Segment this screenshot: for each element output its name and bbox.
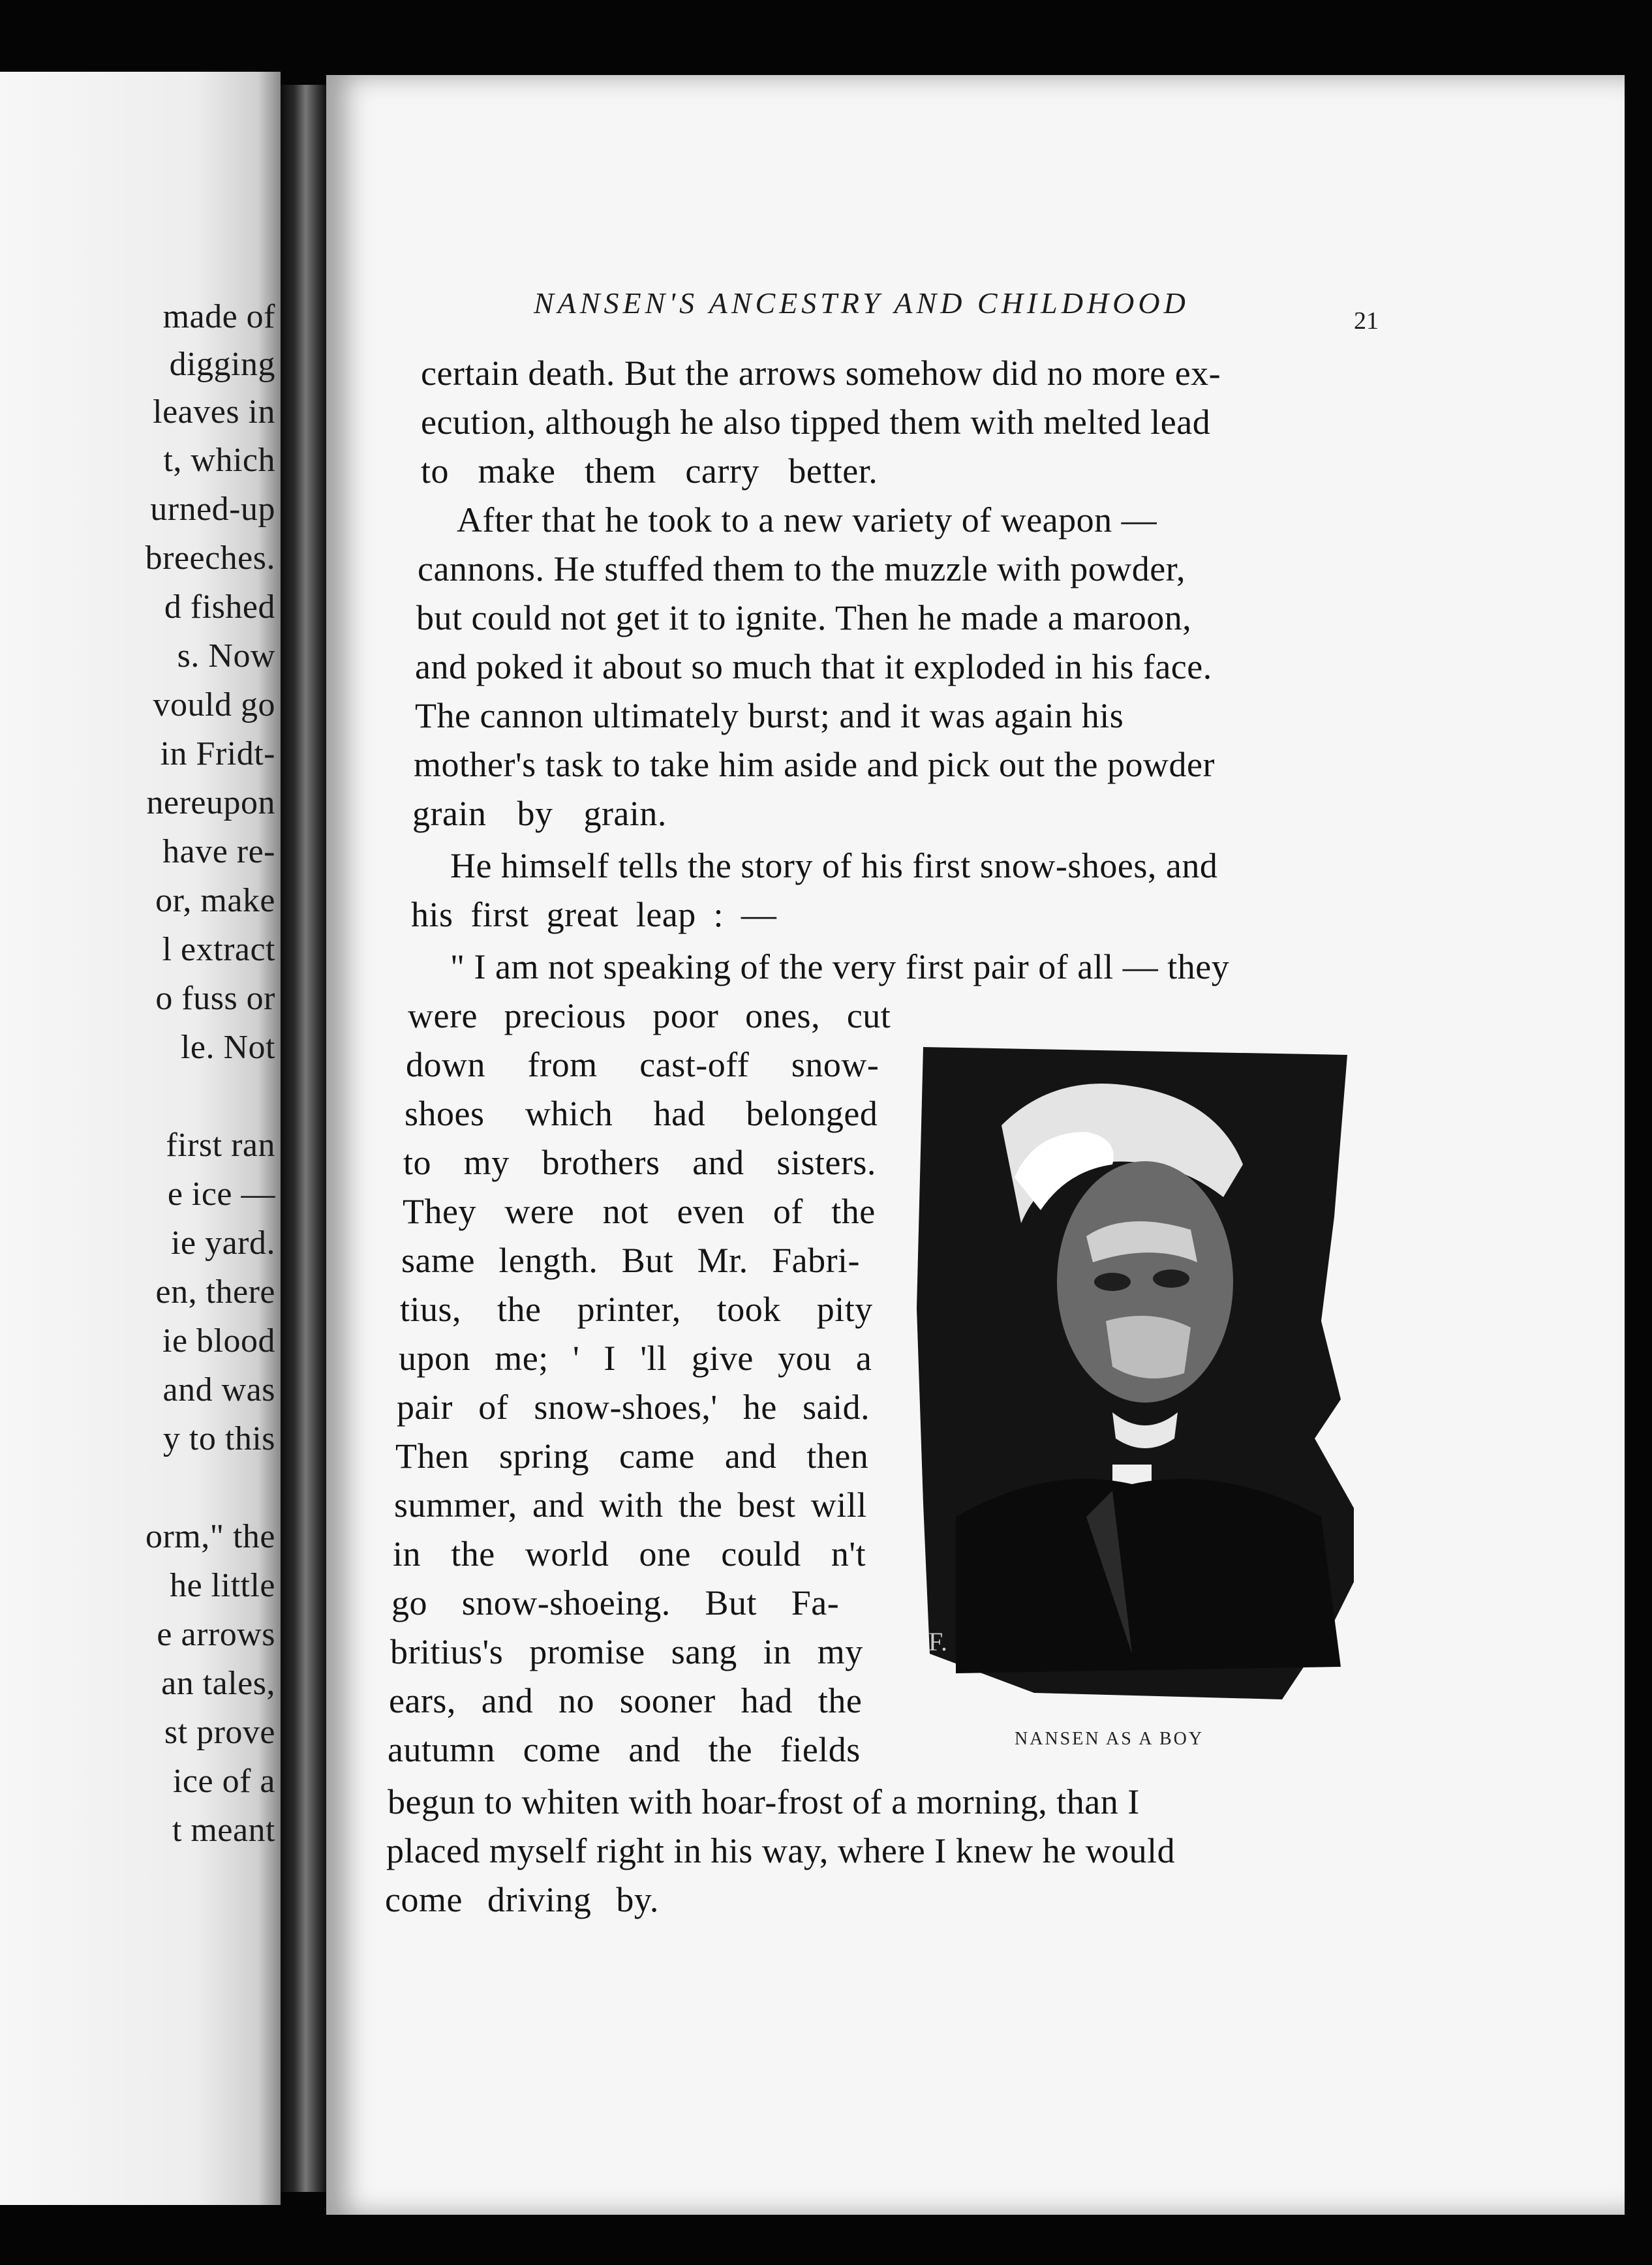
body-line: upon me; ' I 'll give you a xyxy=(399,1339,872,1378)
body-line: come driving by. xyxy=(385,1880,659,1919)
body-line: to make them carry better. xyxy=(421,451,878,491)
left-page-line: and was xyxy=(162,1371,275,1408)
body-line: in the world one could n't xyxy=(393,1534,866,1573)
body-line: his first great leap : — xyxy=(411,895,777,934)
body-line: tius, the printer, took pity xyxy=(400,1290,873,1329)
body-line: cannons. He stuffed them to the muzzle with powder, xyxy=(418,549,1186,588)
left-page-line: in Fridt- xyxy=(160,735,275,772)
body-line: After that he took to a new variety of weapon — xyxy=(457,500,1157,540)
left-page-line: ice of a xyxy=(172,1763,275,1800)
body-line: mother's task to take him aside and pick out the powder xyxy=(414,745,1215,784)
body-line: were precious poor ones, cut xyxy=(408,996,891,1035)
left-page-line: e ice — xyxy=(167,1176,275,1213)
body-line: down from cast-off snow- xyxy=(406,1045,880,1084)
left-page-line: st prove xyxy=(164,1714,275,1751)
left-page-line: ie yard. xyxy=(171,1224,275,1262)
left-page-line: he little xyxy=(170,1567,275,1604)
body-line: autumn come and the fields xyxy=(388,1730,861,1769)
left-page-line: nereupon xyxy=(146,784,275,821)
body-line: He himself tells the story of his first snow-shoes, and xyxy=(450,846,1218,885)
body-line: The cannon ultimately burst; and it was again his xyxy=(415,696,1124,735)
body-line: to my brothers and sisters. xyxy=(403,1143,876,1182)
left-page-line: le. Not xyxy=(180,1029,275,1066)
body-line: placed myself right in his way, where I knew he would xyxy=(386,1831,1176,1870)
body-line: go snow-shoeing. But Fa- xyxy=(391,1583,840,1622)
body-line: ecution, although he also tipped them with melted lead xyxy=(421,403,1211,442)
body-line: shoes which had belonged xyxy=(405,1094,878,1133)
body-line: certain death. But the arrows somehow did no more ex- xyxy=(421,354,1221,393)
left-page-line: leaves in xyxy=(153,393,275,431)
left-page-line: t, which xyxy=(163,442,275,479)
book-spine xyxy=(281,85,326,2192)
body-line: begun to whiten with hoar-frost of a morning, than I xyxy=(388,1782,1140,1821)
body-line: but could not get it to ignite. Then he made a maroon, xyxy=(416,598,1192,637)
left-page-line: o fuss or xyxy=(155,980,275,1017)
body-line: grain by grain. xyxy=(412,794,667,833)
left-page-line: d fished xyxy=(164,588,275,626)
portrait-illustration xyxy=(917,1047,1354,1703)
body-line: same length. But Mr. Fabri- xyxy=(401,1241,861,1280)
left-page-line: breeches. xyxy=(145,540,275,577)
left-page-line: t meant xyxy=(172,1812,275,1849)
body-line: ears, and no sooner had the xyxy=(389,1681,863,1720)
left-page-line: urned-up xyxy=(150,491,275,528)
body-line: summer, and with the best will xyxy=(394,1485,867,1525)
left-page-line: digging xyxy=(169,346,275,383)
left-page-line: en, there xyxy=(155,1273,275,1311)
body-line: britius's promise sang in my xyxy=(390,1632,863,1671)
body-line: pair of snow-shoes,' he said. xyxy=(397,1388,870,1427)
left-page-line: an tales, xyxy=(161,1665,275,1702)
body-line: Then spring came and then xyxy=(395,1437,869,1476)
artist-signature: F. xyxy=(928,1627,948,1656)
left-page-line: have re- xyxy=(162,833,275,870)
body-line: They were not even of the xyxy=(403,1192,876,1231)
left-page xyxy=(0,72,281,2205)
left-page-line: made of xyxy=(162,298,275,335)
left-page-line: orm," the xyxy=(145,1518,275,1555)
body-line: and poked it about so much that it exploded in his face. xyxy=(415,647,1212,686)
page-number: 21 xyxy=(1354,307,1379,335)
left-page-line: ie blood xyxy=(162,1322,275,1360)
running-header: NANSEN'S ANCESTRY AND CHILDHOOD xyxy=(534,286,1189,320)
figure-caption: NANSEN AS A BOY xyxy=(1015,1729,1204,1749)
left-page-line: s. Now xyxy=(177,637,275,675)
left-page-line: l extract xyxy=(162,931,275,968)
left-page-line: or, make xyxy=(155,882,275,919)
left-page-line: e arrows xyxy=(157,1616,275,1653)
left-page-line: y to this xyxy=(162,1420,275,1457)
left-page-line: vould go xyxy=(153,686,275,723)
body-line: " I am not speaking of the very first pair of all — they xyxy=(450,947,1230,986)
left-page-line: first ran xyxy=(166,1127,275,1164)
